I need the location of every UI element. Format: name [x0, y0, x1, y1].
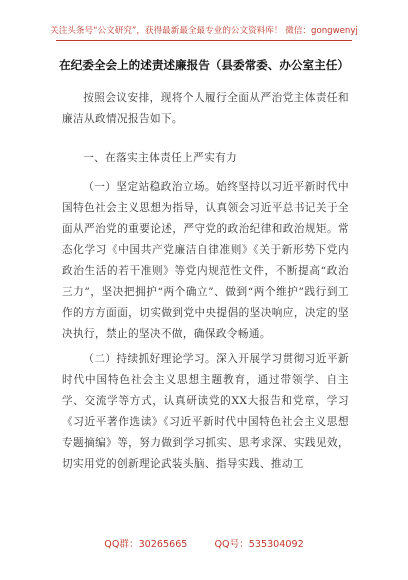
paragraph-1: （一）坚定站稳政治立场。始终坚持以习近平新时代中国特色社会主义思想为指导，认真领会习近平总书记关于全面从严治党的重要论述，严守党的政治纪律和政治规矩。常态化学习《中国共产党廉洁自律准则》《关于新形势下党内政治生活的若干准则》等党内规范性文件，不断提高“政治三力”，坚决把拥护“两个确立”、做到“两个维护”践行到工作的方方面面，切实做到党中央提倡的坚决响应，决定的坚决执行，禁止的坚决不做，确保政令畅通。: [62, 181, 349, 340]
footer-qq-group: QQ群：30265665: [104, 539, 188, 550]
document-title: 在纪委全会上的述责述廉报告（县委常委、办公室主任）: [59, 58, 349, 72]
section-heading: 一、在落实主体责任上严实有力: [83, 152, 238, 164]
footer-qq-number: QQ号：535304092: [214, 539, 304, 550]
intro-paragraph: 按照会议安排，现将个人履行全面从严治党主体责任和廉洁从政情况报告如下。: [62, 92, 349, 125]
document-body: [62, 88, 349, 479]
paragraph-2: （二）持续抓好理论学习。深入开展学习贯彻习近平新时代中国特色社会主义思想主题教育，通过带领学、自主学、交流学等方式，认真研读党的XX大报告和党章，学习《习近平著作选读》《习近平新时代中国特色社会主义思想专题摘编》等，努力做到学习抓实、思考求深、实践见效，切实用党的创新理论武装头脑、指导实践、推动工: [62, 353, 349, 470]
header-banner: 关注头条号“公文研究”，获得最新最全最专业的公文资料库！ 微信：gongwenyj: [50, 26, 358, 36]
header-divider: [56, 40, 352, 41]
footer-contact: [0, 536, 408, 550]
